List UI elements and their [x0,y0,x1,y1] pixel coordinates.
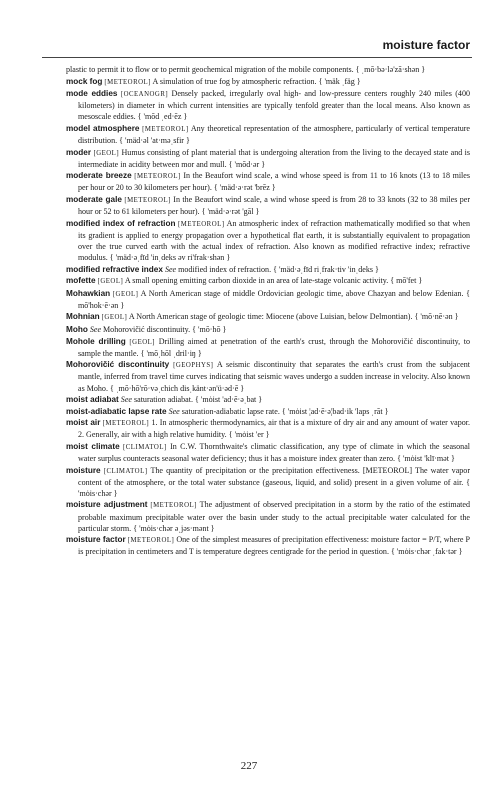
entry-definition: In C.W. Thornthwaite's climatic classification, any type of climate in which the seasonal water surplus counteracts seasonal water deficiency; thus it has a moisture index greater than zero. [78,442,470,464]
dictionary-entry [66,499,470,533]
entry-term: moist climate [66,442,120,451]
entry-field-label: [GEOL] [97,278,124,286]
entry-definition: 1. In atmospheric thermodynamics, air that is a mixture of dry air and any amount of water vapor. 2. Generally, air with a high relative humidity. [78,418,471,440]
entry-term: Moho [66,325,88,335]
entry-definition: In the Beaufort wind scale, a wind whose speed is from 11 to 16 knots (13 to 18 miles per hour or 20 to 30 kilometers per hour). [78,171,470,193]
entry-pronunciation: { mō'hok·ē·ən } [78,288,470,310]
entry-term: mofette [66,276,96,286]
dictionary-entry [66,218,470,263]
entry-term: moisture factor [66,535,126,545]
entry-field-label: [METEOROL] [142,125,189,133]
dictionary-entry [66,264,470,275]
entry-definition: A simulation of true fog by atmospheric refraction. [152,76,317,86]
dictionary-entry [66,311,470,323]
entry-definition: Humus consisting of plant material that is undergoing alteration from the living to the decayed state and is intermediate in acidity between mor and mull. [78,147,471,169]
entry-term: Mohorovičić discontinuity [66,360,170,370]
see-reference-label: See [89,325,102,335]
page-number: 227 [240,760,258,772]
dictionary-entry [66,123,470,146]
entry-term: moderate breeze [66,171,132,181]
entry-term: moist-adiabatic lapse rate [66,406,167,416]
entry-pronunciation: { 'mȯis·chər } [78,477,471,498]
dictionary-entry [66,64,470,75]
see-reference-label: See [164,264,177,274]
entry-definition: A North American stage of middle Ordovician geologic time, above Chazyan and below Edenian. [140,288,464,298]
entry-pronunciation: { 'mäd·əˌfīd riˌfrak·tiv 'inˌdeks } [273,264,379,274]
entry-definition: saturation adiabat. [133,395,193,405]
entry-term: mock fog [66,76,103,86]
dictionary-entry [66,88,470,122]
header-rule [42,57,472,58]
entry-definition: Any theoretical representation of the atmosphere, particularly of vertical temperature distribution. [78,123,470,146]
entry-definition: A small opening emitting carbon dioxide in an area of late-stage volcanic activity. [124,276,389,286]
entry-pronunciation: { ˌmō·hō'rō·vəˌchich disˌkänt·ən'ü·əd·ē } [109,383,245,393]
entry-term: moder [66,147,92,157]
entry-pronunciation: { 'mō·nē·ən } [414,312,459,322]
dictionary-entry [66,406,470,417]
entry-pronunciation: { 'mōd·ər } [228,159,266,169]
entry-definition: A North American stage of geologic time: Miocene (above Luisian, below Delmontian). [128,312,413,322]
entry-pronunciation: { 'mōd ˌed·ēz } [137,112,188,122]
entry-pronunciation: { 'mȯis·chər ˌfak·tər } [390,547,463,557]
entry-term: Mohawkian [66,288,111,298]
entry-field-label: [GEOL] [101,314,128,322]
dictionary-entry [66,170,470,193]
entry-field-label: [OCEANOGR] [120,91,169,99]
entry-definition: The adjustment of observed precipitation in a storm by the ratio of the estimated probable maximum precipitable water over the basin under study to the actual precipitable water calculated for the particular storm. [78,500,470,533]
entry-pronunciation: { 'mäd·ə·rət 'gāl } [201,207,260,217]
entry-pronunciation: { 'mōˌhōl ˌdril·iŋ } [140,348,202,358]
entry-field-label: [METEOROL] [104,78,151,86]
entry-definition: One of the simplest measures of precipitation effectiveness: moisture factor = P/T, where P is precipitation in centimeters and T is temperature degrees centigrade for the period in question. [78,535,471,557]
dictionary-entry [66,288,470,311]
entry-field-label: [GEOL] [93,149,120,157]
entry-field-label: [CLIMATOL] [122,444,167,451]
entry-field-label: [METEOROL] [178,220,225,228]
entry-field-label: [METEOROL] [127,537,175,545]
dictionary-entry [66,359,470,393]
entry-definition: Drilling aimed at penetration of the earth's crust, through the Mohorovičić discontinuity, to sample the mantle. [78,336,471,358]
entry-pronunciation: { 'mäd·əˌfīd 'inˌdeks əv ri'frak·shən } [109,253,231,262]
entry-field-label: [GEOL] [112,290,139,298]
entry-term: moist air [66,418,101,428]
entry-definition: In the Beaufort wind scale, a wind whose speed is from 28 to 33 knots (32 to 38 miles per hour or 52 to 61 kilometers per hour). [78,195,471,217]
dictionary-entry [66,194,471,217]
dictionary-entry [66,324,470,335]
entry-term: moderate gale [66,195,122,205]
entry-pronunciation: { 'mȯis·chər əˌjəs·mənt } [133,523,215,533]
dictionary-entry [66,76,470,88]
dictionary-entry [66,275,470,287]
dictionary-entry [66,534,471,557]
entry-term: modified index of refraction [66,218,176,228]
entry-term: mode eddies [66,89,118,99]
entry-pronunciation: { 'mō·hō } [192,325,227,335]
dictionary-entry [66,336,471,359]
entry-pronunciation: { mō'fet } [390,276,423,286]
entry-pronunciation: { 'mäd·əl 'at·məˌsfir } [119,136,190,146]
entry-term: moisture [66,465,101,475]
entry-term: moist adiabat [66,395,119,405]
entry-term: Mohole drilling [66,336,126,346]
entry-definition: Densely packed, irregularly oval high- and low-pressure centers roughly 240 miles (400 kilometers) in diameter in which current intensities are typically tenfold greater than the local means. Also known as mesoscale eddies. [78,89,470,122]
entry-pronunciation: { 'mäd·ə·rət 'brēz } [213,183,276,193]
entry-field-label: [GEOL] [129,338,156,346]
dictionary-entries [66,64,470,558]
dictionary-entry [66,465,471,499]
entry-term: Mohnian [66,312,100,322]
entry-pronunciation: { 'mȯist 'klī·mət } [397,454,455,464]
entry-term: moisture adjustment [66,500,148,510]
entry-field-label: [METEOROL] [150,502,197,510]
see-reference-label: See [168,406,180,416]
dictionary-entry [66,441,470,464]
entry-definition: plastic to permit it to flow or to permit geochemical migration of the mobile components. [66,65,354,74]
dictionary-entry [66,394,470,405]
entry-field-label: [METEOROL] [102,420,150,428]
entry-definition: modified index of refraction. [178,264,272,274]
entry-definition: Mohorovičić discontinuity. [103,325,191,335]
running-head: moisture factor [382,38,470,52]
dictionary-entry [66,417,471,440]
entry-term: modified refractive index [66,264,163,274]
entry-field-label: [CLIMATOL] [103,467,148,475]
entry-definition: A seismic discontinuity that separates the earth's crust from the subjacent mantle, inferred from travel time curves indicating that seismic waves undergo a sudden increase in velocity. Also known as Moho. [78,360,470,393]
entry-definition: saturation-adiabatic lapse rate. [181,406,280,416]
entry-pronunciation: { 'mȯist 'er } [228,430,270,440]
entry-pronunciation: { ˌmō·bə·lə'zā·shən } [355,65,426,74]
entry-pronunciation: { 'mȯist 'ad·ē·əˌbat } [195,395,263,405]
entry-definition: The quantity of precipitation or the precipitation effectiveness. [METEOROL] The water vapor content of the atmosphere, or the total water substance (gaseous, liquid, and solid) present in a given volume of air. [78,465,471,487]
entry-field-label: [METEOROL] [124,197,171,205]
entry-term: model atmosphere [66,123,140,133]
entry-field-label: [GEOPHYS] [173,362,214,370]
see-reference-label: See [120,395,132,405]
entry-definition: An atmospheric index of refraction mathematically modified so that when its gradient is applied to energy propagation over a hypothetical flat earth, it is substantially equivalent to propagation over the true curved earth with the actual index of refraction. Also known as modified refractive index; refractive modulus. [78,218,470,262]
entry-pronunciation: { 'mäk ˌfäg } [318,76,361,86]
dictionary-entry [66,147,471,170]
entry-pronunciation: { 'mȯist ¦ad·ē·ə¦bad·ik 'laps ˌrāt } [281,406,389,416]
entry-field-label: [METEOROL] [134,173,181,181]
